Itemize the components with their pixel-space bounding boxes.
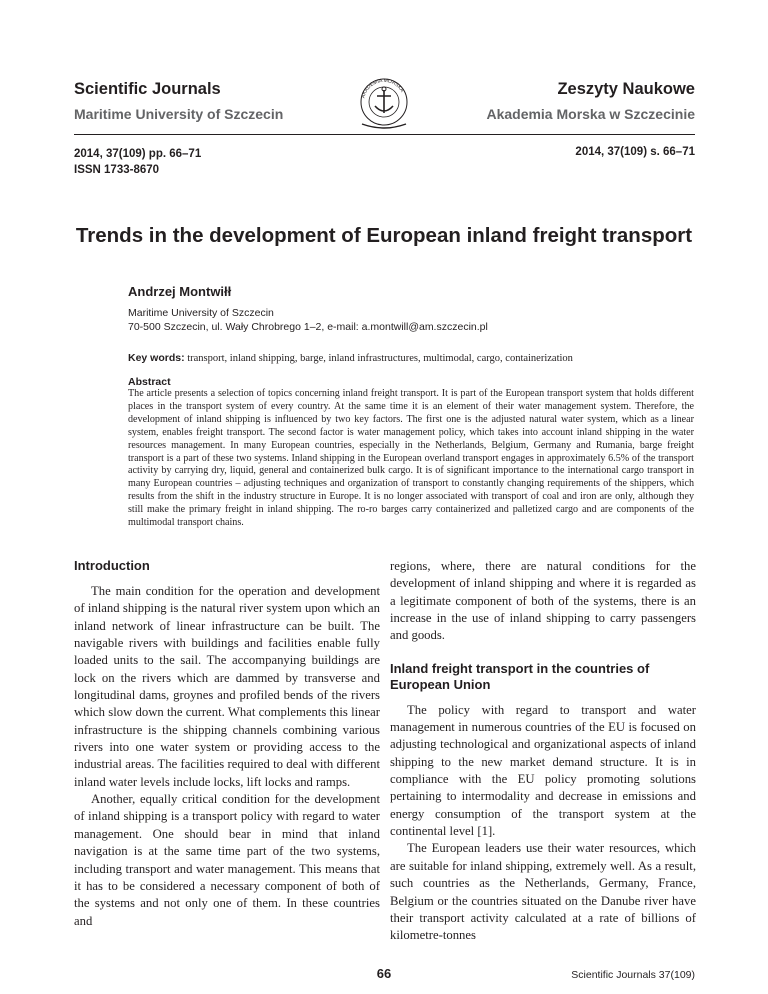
university-emblem-icon bbox=[356, 72, 412, 134]
paragraph: The policy with regard to transport and water management in numerous countries of the EU is focused on adjusting technological and organizational aspects of inland shipping to the new market demand structure. It is in compliance with the EU policy promoting solutions pertaining to intermodality and decrease in emissions and energy consumption of the transport system at the continental level [1]. bbox=[390, 702, 696, 839]
journal-title-pl: Zeszyty Naukowe bbox=[557, 80, 695, 98]
paragraph: Another, equally critical condition for the development of inland shipping is a transport policy with regard to water management. One should bear in mind that inland navigation is at the same time part of the two systems, including transport and water management. This means that it has to be considered a necessary component of both of the systems and not only one of them. In these countries and bbox=[74, 792, 380, 928]
affiliation-address: 70-500 Szczecin, ul. Wały Chrobrego 1–2, e-mail: a.montwill@am.szczecin.pl bbox=[128, 321, 488, 333]
body-column-right bbox=[390, 558, 696, 945]
university-name-en: Maritime University of Szczecin bbox=[74, 106, 284, 122]
section-heading-introduction: Introduction bbox=[74, 558, 150, 573]
svg-text:AKADEMIA MORSKA: AKADEMIA MORSKA bbox=[360, 77, 405, 99]
body-column-left bbox=[74, 558, 380, 930]
paragraph: The European leaders use their water resources, which are suitable for inland shipping, extremely well. As a result, such countries as the Netherlands, Germany, France, Belgium or the countries situated on the Danube river have their transport activity calculated at a rate of billions of kilometre-tonnes bbox=[390, 841, 696, 943]
citation-volume-pages: 2014, 37(109) pp. 66–71 bbox=[74, 148, 202, 160]
section-heading-inland-freight: Inland freight transport in the countries of European Union bbox=[390, 660, 650, 692]
keywords bbox=[128, 352, 694, 364]
header-rule bbox=[74, 134, 695, 135]
abstract-text: The article presents a selection of topics concerning inland freight transport. It is part of the European transport system that holds different places in the transport system of every country. At the same time it is an element of their water management system. Therefore, the development of inland shipping is influenced by two key factors. The first one is the adjusted natural water system, which as a linear system, enables freight transport. The second factor is water management policy, which takes into account inland shipping in the water resources management. In many European countries, especially in the Netherlands, Belgium, Germany and Rumania, barge freight transport is a part of these two systems. Inland shipping in the European overland transport engages in approximately 6.5% of the transport activity by carrying dry, liquid, general and containerized bulk cargo. It is of significant importance to the international cargo transport in many European countries – adjusting techniques and organization of transport to constantly changing requirements of the shippers, which results from the shift in the industry structure in Europe. It is no longer associated with transport of coal and iron are only, although they still make the primary freight in inland shipping. The ro-ro barges carry containerized and palletized cargo and are components of the multimodal transport chains. bbox=[128, 388, 694, 529]
footer-journal: Scientific Journals 37(109) bbox=[571, 969, 695, 981]
affiliation-institution: Maritime University of Szczecin bbox=[128, 307, 274, 319]
abstract-heading: Abstract bbox=[128, 376, 171, 388]
author-name: Andrzej Montwiłł bbox=[128, 284, 232, 299]
citation-right: 2014, 37(109) s. 66–71 bbox=[575, 146, 695, 158]
university-name-pl: Akademia Morska w Szczecinie bbox=[486, 106, 695, 122]
paragraph-continued: regions, where, there are natural conditions for the development of inland shipping and where it is regarded as a legitimate component of both of the systems, there is an increase in the use of inland shipping to carry passengers and goods. bbox=[390, 559, 696, 643]
paragraph: The main condition for the operation and development of inland shipping is the natural river system upon which an inland network of linear infrastructure can be built. The navigable rivers with buildings and facilities enable fully loaded units to the sail. The accompanying buildings are lock on the rivers which are dammed by transverse and longitudinal dams, groynes and profiled bends of the rivers which slow down the current. What complements this linear infrastructure is the shipping channels combining various rivers into one water system or providing access to the industrial areas. The facilities required to deal with different inland water levels include locks, lift locks and ramps. bbox=[74, 584, 380, 789]
page-number: 66 bbox=[376, 966, 392, 981]
journal-title-en: Scientific Journals bbox=[74, 80, 221, 98]
keywords-list: transport, inland shipping, barge, inland infrastructures, multimodal, cargo, containerization bbox=[187, 353, 573, 364]
article-title: Trends in the development of European inland freight transport bbox=[75, 224, 693, 247]
author-affiliation bbox=[128, 306, 488, 334]
keywords-label: Key words: bbox=[128, 352, 185, 364]
issn: ISSN 1733-8670 bbox=[74, 164, 160, 176]
citation-left bbox=[74, 146, 201, 178]
